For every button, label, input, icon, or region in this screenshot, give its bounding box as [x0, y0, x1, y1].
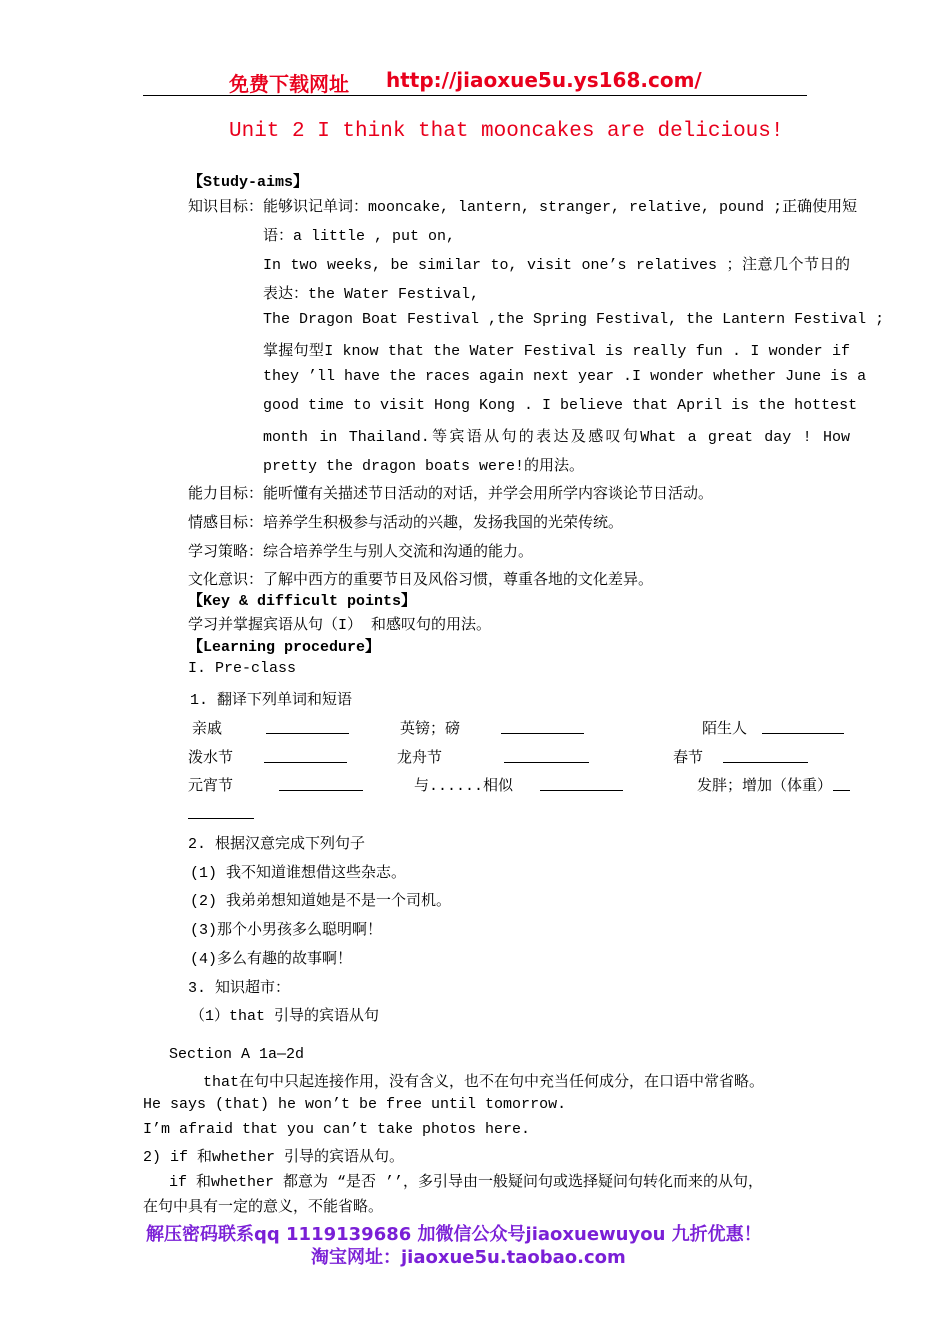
- sentence-item: (1) 我不知道谁想借这些杂志。: [190, 865, 407, 882]
- procedure-heading: 【Learning procedure】: [188, 639, 381, 656]
- vocab-item: 陌生人: [702, 721, 748, 738]
- answer-blank[interactable]: [266, 733, 349, 734]
- section-line: 在句中具有一定的意义，不能省略。: [143, 1199, 384, 1216]
- header-rule: [143, 95, 807, 96]
- vocab-item: 泼水节: [188, 750, 234, 767]
- section-line: if 和whether 都意为 “是否 ’’，多引导由一般疑问句或选择疑问句转化而来的从句，: [169, 1174, 764, 1191]
- vocab-item: 英镑；磅: [400, 721, 461, 738]
- sentence-item: (4)多么有趣的故事啊！: [190, 951, 353, 968]
- header-label: 免费下载网址: [229, 72, 349, 96]
- study-aims-heading: 【Study-aims】: [188, 174, 309, 191]
- answer-blank[interactable]: [540, 790, 623, 791]
- ability-aim: 能力目标：能听懂有关描述节日活动的对话，并学会用所学内容谈论节日活动。: [188, 486, 714, 503]
- section-line: 2) if 和whether 引导的宾语从句。: [143, 1149, 405, 1166]
- answer-blank[interactable]: [504, 762, 589, 763]
- section-line: I’m afraid that you can’t take photos here.: [143, 1121, 531, 1138]
- aims-line: 表达：the Water Festival,: [263, 286, 480, 303]
- strategy-aim: 学习策略：综合培养学生与别人交流和沟通的能力。: [188, 544, 534, 561]
- section-label: Section A 1a—2d: [169, 1046, 305, 1063]
- key-points-heading: 【Key & difficult points】: [188, 593, 417, 610]
- vocab-item: 龙舟节: [397, 750, 443, 767]
- vocab-item: 春节: [673, 750, 704, 767]
- footer-shop-url[interactable]: 淘宝网址：jiaoxue5u.taobao.com: [311, 1247, 626, 1268]
- aims-line: they ’ll have the races again next year .I wonder whether June is a: [263, 368, 867, 385]
- vocab-item: 与......相似: [414, 778, 514, 795]
- aims-line: month in Thailand.等宾语从句的表达及感叹句What a great day ! How: [263, 429, 850, 446]
- header-url[interactable]: http://jiaoxue5u.ys168.com/: [386, 68, 702, 92]
- vocab-item: 元宵节: [188, 778, 234, 795]
- answer-blank[interactable]: [723, 762, 808, 763]
- aims-line: The Dragon Boat Festival ,the Spring Festival, the Lantern Festival ;: [263, 311, 885, 328]
- answer-blank[interactable]: [833, 790, 850, 791]
- aims-line: pretty the dragon boats were!的用法。: [263, 458, 585, 475]
- question-3-sub: （1）that 引导的宾语从句: [190, 1008, 380, 1025]
- answer-blank[interactable]: [279, 790, 363, 791]
- page-title: Unit 2 I think that mooncakes are delicious!: [229, 120, 784, 143]
- aims-line: good time to visit Hong Kong . I believe that April is the hottest: [263, 397, 858, 414]
- culture-aim: 文化意识：了解中西方的重要节日及风俗习惯，尊重各地的文化差异。: [188, 572, 654, 589]
- vocab-item: 发胖；增加（体重）: [697, 778, 833, 795]
- question-1: 1. 翻译下列单词和短语: [190, 692, 353, 709]
- key-points-text: 学习并掌握宾语从句（I） 和感叹句的用法。: [188, 617, 492, 634]
- answer-blank[interactable]: [762, 733, 844, 734]
- section-line: He says (that) he won’t be free until tomorrow.: [143, 1096, 567, 1113]
- emotion-aim: 情感目标：培养学生积极参与活动的兴趣，发扬我国的光荣传统。: [188, 515, 624, 532]
- section-line: that在句中只起连接作用，没有含义，也不在句中充当任何成分，在口语中常省略。: [203, 1074, 765, 1091]
- aims-line: 语：a little , put on,: [263, 228, 456, 245]
- aims-line: 掌握句型I know that the Water Festival is really fun . I wonder if: [263, 343, 850, 360]
- question-2: 2. 根据汉意完成下列句子: [188, 836, 366, 853]
- sentence-item: (2) 我弟弟想知道她是不是一个司机。: [190, 893, 452, 910]
- question-3: 3. 知识超市：: [188, 980, 291, 997]
- answer-blank[interactable]: [188, 818, 254, 819]
- aims-line: 知识目标：能够识记单词：mooncake, lantern, stranger, relative, pound ;正确使用短: [188, 199, 858, 216]
- sentence-item: (3)那个小男孩多么聪明啊！: [190, 922, 383, 939]
- vocab-item: 亲戚: [192, 721, 223, 738]
- pre-class-label: I. Pre-class: [188, 660, 297, 677]
- answer-blank[interactable]: [501, 733, 584, 734]
- answer-blank[interactable]: [264, 762, 347, 763]
- footer-contact: 解压密码联系qq 1119139686 加微信公众号jiaoxuewuyou 九折优惠！: [146, 1224, 762, 1245]
- aims-line: In two weeks, be similar to, visit one’s relatives ；注意几个节日的: [263, 257, 850, 274]
